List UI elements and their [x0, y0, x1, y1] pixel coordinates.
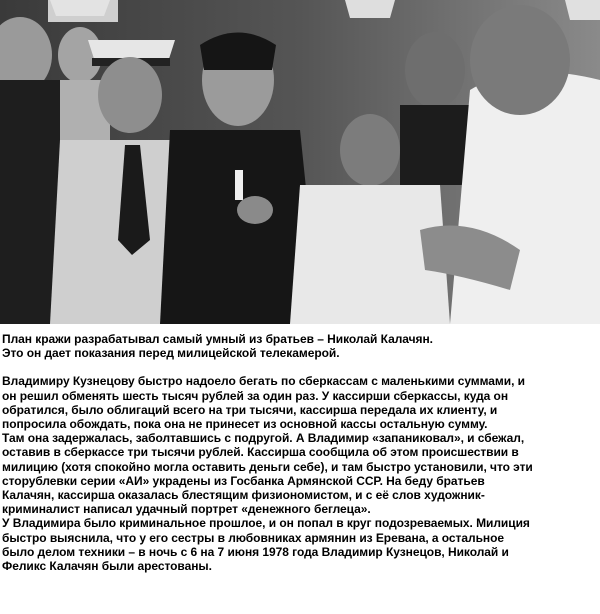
paragraph-gap: [2, 360, 598, 374]
story-line: было делом техники – в ночь с 6 на 7 июня 1978 года Владимир Кузнецов, Николай и: [2, 544, 509, 559]
story-line: милицию (хотя спокойно могла оставить деньги себе), и там быстро установили, что эти: [2, 459, 533, 474]
story-line: быстро выяснила, что у его сестры в любовниках армянин из Еревана, а остальное: [2, 530, 504, 545]
story-line: Калачян, кассирша оказалась блестящим физиономистом, и с её слов художник-: [2, 488, 485, 503]
caption-line: План кражи разрабатывал самый умный из братьев – Николай Калачян.: [2, 332, 433, 346]
story-line: Владимиру Кузнецову быстро надоело бегать по сберкассам с маленькими суммами, и: [2, 374, 525, 389]
story-line: криминалист написал удачный портрет «денежного беглеца».: [2, 502, 371, 517]
article-text: [2, 332, 598, 573]
story-line: У Владимира было криминальное прошлое, и он попал в круг подозреваемых. Милиция: [2, 516, 530, 531]
story-line: попросила обождать, пока она не принесет из основной кассы остальную сумму.: [2, 417, 488, 432]
story-line: Там она задержалась, заболтавшись с подругой. А Владимир «запаниковал», и сбежал,: [2, 431, 525, 446]
story-line: обратился, было облигаций всего на три тысячи, кассирша передала их клиенту, и: [2, 402, 498, 417]
story-line: оставив в сберкассе три тысячи рублей. Кассирша сообщила об этом происшествии в: [2, 445, 519, 460]
story-line: сторублевки серии «АИ» украдены из Госбанка Армянской ССР. На беду братьев: [2, 473, 485, 488]
story-line: он решил обменять шесть тысяч рублей за один раз. У кассирши сберкассы, куда он: [2, 388, 509, 403]
caption-line: Это он дает показания перед милицейской телекамерой.: [2, 346, 340, 361]
story-line: Феликс Калачян были арестованы.: [2, 559, 212, 574]
